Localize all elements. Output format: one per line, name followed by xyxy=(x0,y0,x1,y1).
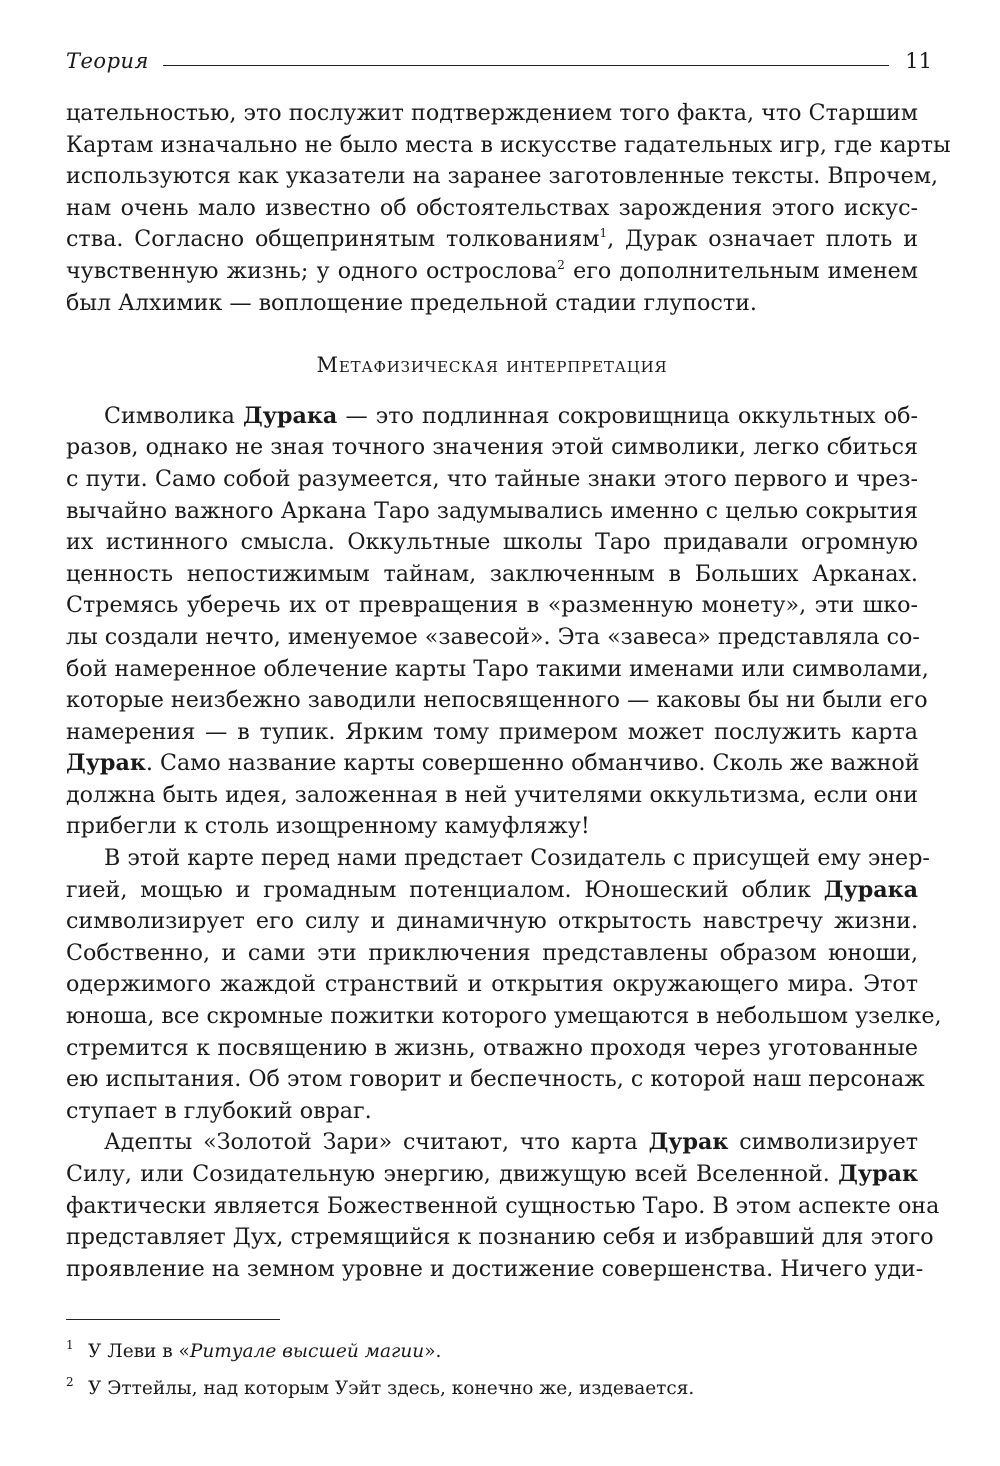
text-run: его дополнительным именем xyxy=(564,257,918,284)
footnote-separator xyxy=(66,1319,280,1320)
text-line: которые неизбежно заводили непосвященного — каковы бы ни были его xyxy=(66,687,928,714)
bold-term: Дурак xyxy=(66,750,146,777)
text-line: ею испытания. Об этом говорит и беспечность, с которой наш персонаж xyxy=(66,1066,925,1093)
footnote-1 xyxy=(66,1330,918,1367)
text-run: ства. Согласно общепринятым толкованиям xyxy=(66,226,600,253)
footnotes xyxy=(66,1330,918,1404)
text-run: символизирует xyxy=(728,1129,919,1156)
text-line: одержимого жаждой странствий и открытия окружающего мира. Этот xyxy=(66,971,918,998)
running-head-rule xyxy=(163,65,889,66)
text-line: лы создали нечто, именуемое «завесой». Эта «завеса» представляла со- xyxy=(66,623,920,650)
footnote-text-end: ». xyxy=(424,1341,442,1362)
text-line: юноша, все скромные пожитки которого умещаются в небольшом узелке, xyxy=(66,1003,942,1030)
text-line: был Алхимик — воплощение предельной стадии глупости. xyxy=(66,289,757,316)
footnote-mark: 2 xyxy=(66,1375,74,1389)
footnote-ref: 1 xyxy=(599,226,608,241)
text-line: ступает в глубокий овраг. xyxy=(66,1097,372,1124)
text-line xyxy=(66,875,918,907)
text-line: их истинного смысла. Оккультные школы Таро придавали огромную xyxy=(66,529,918,556)
text-line: используются как указатели на заранее заготовленные тексты. Впрочем, xyxy=(66,163,939,190)
text-run: , Дурак означает плоть и xyxy=(607,226,918,253)
text-line xyxy=(66,1127,918,1159)
bold-term: Дурак xyxy=(838,1161,918,1187)
section-heading: Метафизическая интерпретация xyxy=(316,353,668,378)
text-line: нам очень мало известно об обстоятельствах зарождения этого искус- xyxy=(66,194,918,221)
running-head xyxy=(66,38,932,72)
text-line: цательностью, это послужит подтверждением того факта, что Старшим xyxy=(66,100,918,126)
text-run: Символика xyxy=(104,402,244,429)
paragraph-3 xyxy=(66,843,942,1127)
footnote-ref: 2 xyxy=(557,257,565,272)
text-line: с пути. Само собой разумеется, что тайные знаки этого первого и чрез- xyxy=(66,465,918,492)
body-text xyxy=(66,98,951,1285)
page-number: 11 xyxy=(905,49,932,73)
text-run: Силу, или Созидательную энергию, движущую всей Вселенной. xyxy=(66,1161,839,1187)
text-line: должна быть идея, заложенная в ней учителями оккультизма, если они xyxy=(66,781,918,808)
paragraph-4 xyxy=(66,1127,940,1285)
text-line xyxy=(66,401,918,433)
text-line: бой намеренное облечение карты Таро такими именами или символами, xyxy=(66,655,929,682)
footnote-2 xyxy=(66,1367,918,1404)
text-line xyxy=(66,224,918,256)
text-line: символизирует его силу и динамичную открытость навстречу жизни. xyxy=(66,908,918,935)
text-line: намерения — в тупик. Ярким тому примером может послужить карта xyxy=(66,718,918,745)
text-line: В этой карте перед нами предстает Созидатель с присущей ему энер- xyxy=(104,845,930,872)
text-run: чувственную жизнь; у одного острослова xyxy=(66,257,558,284)
footnote-mark: 1 xyxy=(66,1338,74,1352)
text-line: разов, однако не зная точного значения этой символики, легко сбиться xyxy=(66,434,918,461)
text-run: гией, мощью и громадным потенциалом. Юношеский облик xyxy=(66,876,824,903)
text-run: Адепты «Золотой Зари» считают, что карта xyxy=(104,1129,649,1156)
footnote-text: У Эттейлы, над которым Уэйт здесь, конечно же, издевается. xyxy=(88,1378,695,1399)
text-line: Стремясь уберечь их от превращения в «разменную монету», эти шко- xyxy=(66,592,918,619)
bold-term: Дурак xyxy=(648,1129,729,1156)
footnote-title: Ритуале высшей магии xyxy=(189,1341,425,1362)
text-line xyxy=(66,256,918,288)
text-line: Картам изначально не было места в искусстве гадательных игр, где карты xyxy=(66,131,951,158)
bold-term: Дурака xyxy=(243,402,338,429)
text-line: стремится к посвящению в жизнь, отважно проходя через уготованные xyxy=(66,1034,918,1061)
paragraph-2 xyxy=(66,401,929,843)
footnote-text: У Леви в « xyxy=(88,1341,190,1362)
paragraph-1 xyxy=(66,98,951,319)
text-run: . Само название карты совершенно обманчиво. Сколь же важной xyxy=(145,750,920,777)
text-line xyxy=(66,1159,918,1191)
text-run: — это подлинная сокровищница оккультных об- xyxy=(337,402,919,429)
text-line: представляет Дух, стремящийся к познанию себя и избравший для этого xyxy=(66,1224,934,1251)
text-line xyxy=(66,748,918,780)
bold-term: Дурака xyxy=(823,876,918,903)
text-line: прибегли к столь изощренному камуфляжу! xyxy=(66,813,590,840)
text-line: ценность непостижимым тайнам, заключенным в Больших Арканах. xyxy=(66,560,918,587)
text-line: Собственно, и сами эти приключения представлены образом юноши, xyxy=(66,939,918,966)
text-line: вычайно важного Аркана Таро задумывались именно с целью сокрытия xyxy=(66,497,918,524)
text-line: фактически является Божественной сущностью Таро. В этом аспекте она xyxy=(66,1192,940,1219)
running-head-title: Теория xyxy=(66,49,149,73)
text-line: проявление на земном уровне и достижение совершенства. Ничего уди- xyxy=(66,1255,924,1282)
